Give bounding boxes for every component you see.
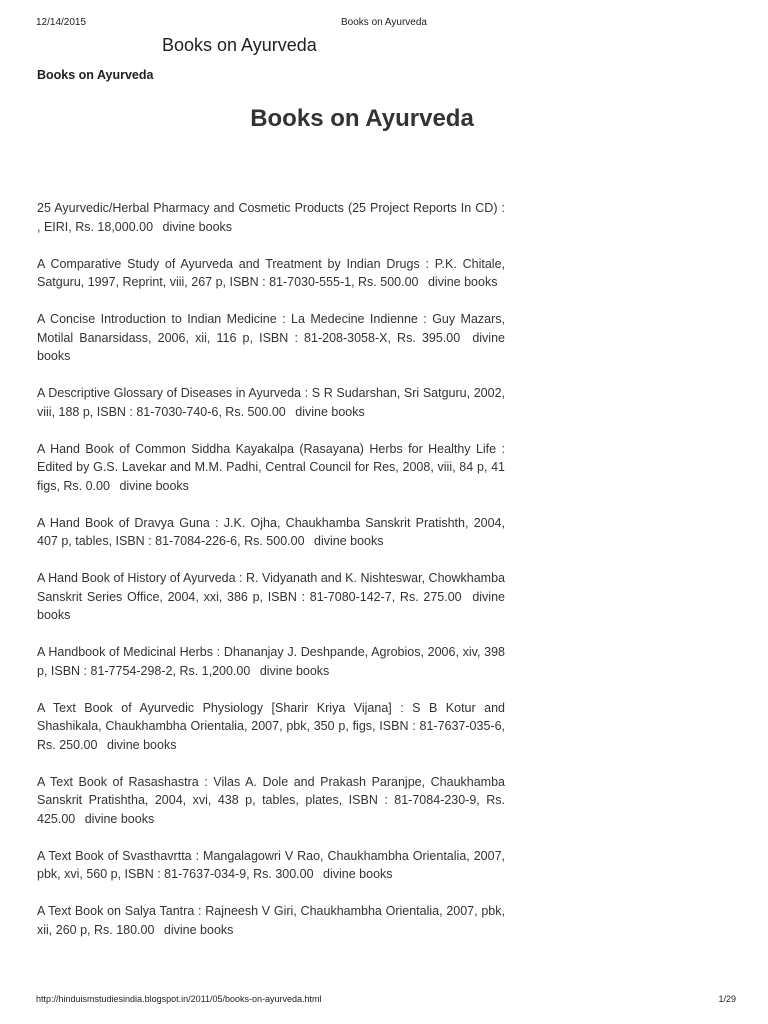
seller-link[interactable]: divine books xyxy=(119,478,189,493)
print-footer-url: http://hinduismstudiesindia.blogspot.in/2011/05/books-on-ayurveda.html xyxy=(36,994,322,1004)
book-title: A Text Book of Rasashastra : xyxy=(37,774,208,789)
book-entry xyxy=(37,255,505,292)
book-entry xyxy=(37,199,505,236)
post-heading: Books on Ayurveda xyxy=(250,105,474,132)
book-entry xyxy=(37,773,505,829)
book-title: A Descriptive Glossary of Diseases in Ayurveda : xyxy=(37,386,309,400)
book-title: A Text Book of Svasthavrtta : xyxy=(37,848,200,863)
seller-link[interactable]: divine books xyxy=(323,867,393,881)
book-entry xyxy=(37,847,505,884)
print-date: 12/14/2015 xyxy=(36,17,87,28)
print-page-number: 1/29 xyxy=(718,994,736,1004)
book-details: Edited by G.S. Lavekar and M.M. Padhi, Central Council for Res, 2008, viii, 84 p, 41 figs, Rs. 0.00 xyxy=(37,460,505,493)
seller-link[interactable]: divine books xyxy=(84,811,155,826)
book-entry xyxy=(37,643,505,680)
book-entry xyxy=(37,699,505,755)
book-entry xyxy=(37,514,505,551)
book-details: Vilas A. Dole and Prakash Paranjpe, Chaukhamba Sanskrit Pratishtha, 2004, xvi, 438 p, tables, plates, ISBN : 81-7084-230-9, Rs. 425.00 xyxy=(37,774,505,826)
book-entry xyxy=(37,384,505,421)
book-title: A Text Book of Ayurvedic Physiology [Sharir Kriya Vijana] : xyxy=(37,700,404,715)
print-page-title: Books on Ayurveda xyxy=(341,17,427,28)
book-entry xyxy=(37,310,505,366)
book-title: A Concise Introduction to Indian Medicine : La Medecine Indienne : xyxy=(37,312,427,326)
book-details: Guy Mazars, Motilal Banarsidass, 2006, xii, 116 p, ISBN : 81-208-3058-X, Rs. 395.00 xyxy=(37,312,505,345)
book-details: R. Vidyanath and K. Nishteswar, Chowkhamba Sanskrit Series Office, 2004, xxi, 386 p, ISBN : 81-7080-142-7, Rs. 275.00 xyxy=(37,571,505,604)
seller-link[interactable]: divine books xyxy=(162,219,233,234)
blog-title[interactable]: Books on Ayurveda xyxy=(162,35,317,55)
book-details: S R Sudarshan, Sri Satguru, 2002, viii, 188 p, ISBN : 81-7030-740-6, Rs. 500.00 xyxy=(37,386,505,419)
book-details: Dhananjay J. Deshpande, Agrobios, 2006, xiv, 398 p, ISBN : 81-7754-298-2, Rs. 1,200.00 xyxy=(37,645,505,678)
seller-link[interactable]: divine books xyxy=(259,663,330,678)
seller-link[interactable]: divine books xyxy=(295,404,365,419)
book-details: Rajneesh V Giri, Chaukhambha Orientalia, 2007, pbk, xii, 260 p, Rs. 180.00 xyxy=(37,904,505,937)
book-details: J.K. Ojha, Chaukhamba Sanskrit Pratishth, 2004, 407 p, tables, ISBN : 81-7084-226-6, Rs. 500.00 xyxy=(37,515,505,548)
seller-link[interactable]: divine books xyxy=(427,275,498,289)
book-list xyxy=(37,199,505,958)
book-entry xyxy=(37,440,505,496)
seller-link[interactable]: divine books xyxy=(163,922,234,937)
book-entry xyxy=(37,569,505,625)
book-details: , EIRI, Rs. 18,000.00 xyxy=(37,219,154,234)
book-details: P.K. Chitale, Satguru, 1997, Reprint, viii, 267 p, ISBN : 81-7030-555-1, Rs. 500.00 xyxy=(37,256,505,289)
book-title: A Comparative Study of Ayurveda and Treatment by Indian Drugs : xyxy=(37,256,429,271)
book-entry xyxy=(37,902,505,939)
book-details: S B Kotur and Shashikala, Chaukhambha Orientalia, 2007, pbk, 350 p, figs, ISBN : 81-7637-035-6, Rs. 250.00 xyxy=(37,700,505,752)
book-title: A Text Book on Salya Tantra : xyxy=(37,904,202,918)
book-title: A Hand Book of History of Ayurveda : xyxy=(37,571,243,585)
seller-link[interactable]: divine books xyxy=(37,589,505,622)
book-title: A Handbook of Medicinal Herbs : xyxy=(37,645,221,659)
book-title: A Hand Book of Dravya Guna : xyxy=(37,515,219,530)
seller-link[interactable]: divine books xyxy=(106,737,177,752)
book-title: 25 Ayurvedic/Herbal Pharmacy and Cosmetic Products (25 Project Reports In CD) : xyxy=(37,201,505,215)
book-details: Mangalagowri V Rao, Chaukhambha Orientalia, 2007, pbk, xvi, 560 p, ISBN : 81-7637-034-9, Rs. 300.00 xyxy=(37,848,505,881)
seller-link[interactable]: divine books xyxy=(37,330,505,363)
seller-link[interactable]: divine books xyxy=(314,534,384,548)
book-title: A Hand Book of Common Siddha Kayakalpa (Rasayana) Herbs for Healthy Life : xyxy=(37,441,505,456)
post-label: Books on Ayurveda xyxy=(37,68,154,82)
